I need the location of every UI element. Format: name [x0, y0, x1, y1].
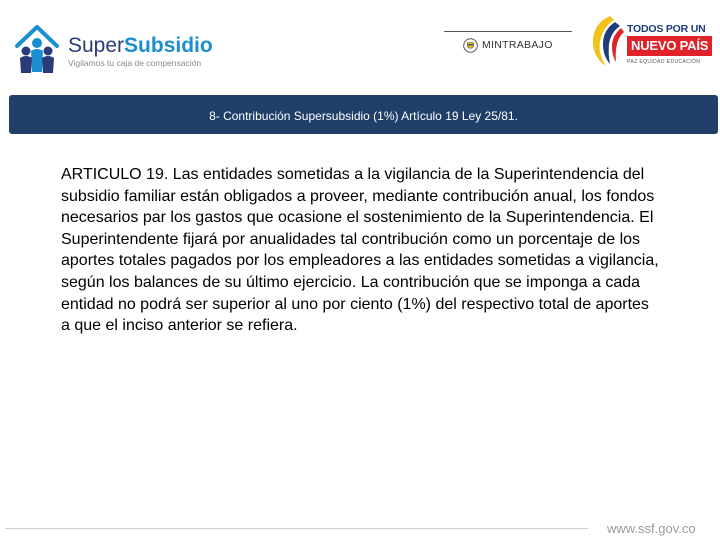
ministry-logo-text: MINTRABAJO — [482, 39, 553, 51]
family-icon — [14, 22, 60, 74]
supersubsidio-logo — [14, 22, 244, 78]
article-text: ARTICULO 19. Las entidades sometidas a la vigilancia de la Superintendencia del subsidio familiar están obligados a proveer, mediante contribución anual, los fondos necesarios par los gastos que ocasione el sostenimiento de la Superintendencia. El Superintendente fijará por anualidades tal contribución como un porcentaje de los aportes totales pagados por los empleadores a las entidades sometidas a vigilancia, según los balances de su último ejercicio. La contribución que se imponga a cada entidad no podrá ser superior al uno por ciento (1%) del respectivo total de aportes a que el inciso anterior se refiera. — [61, 166, 659, 335]
gov-logo-line2: NUEVO PAÍS — [627, 36, 712, 56]
gov-logo-line1: TODOS POR UN — [627, 23, 706, 35]
logo-tagline: Vigilamos tu caja de compensación — [68, 58, 202, 68]
slide-title: 8- Contribución Supersubsidio (1%) Artículo 19 Ley 25/81. — [209, 109, 518, 123]
footer-url: www.ssf.gov.co — [607, 521, 696, 536]
logo-wordmark — [68, 34, 213, 58]
coat-of-arms-icon — [463, 38, 478, 53]
footer-divider — [5, 528, 588, 529]
ministry-divider — [444, 31, 572, 32]
flag-swoosh-icon — [588, 14, 624, 68]
logo-name-light: Super — [68, 34, 125, 57]
title-banner — [9, 95, 718, 134]
logo-name-accent: Subsidio — [124, 34, 213, 57]
gov-logo-line3: PAZ EQUIDAD EDUCACIÓN — [627, 59, 701, 65]
government-logo — [588, 14, 712, 70]
